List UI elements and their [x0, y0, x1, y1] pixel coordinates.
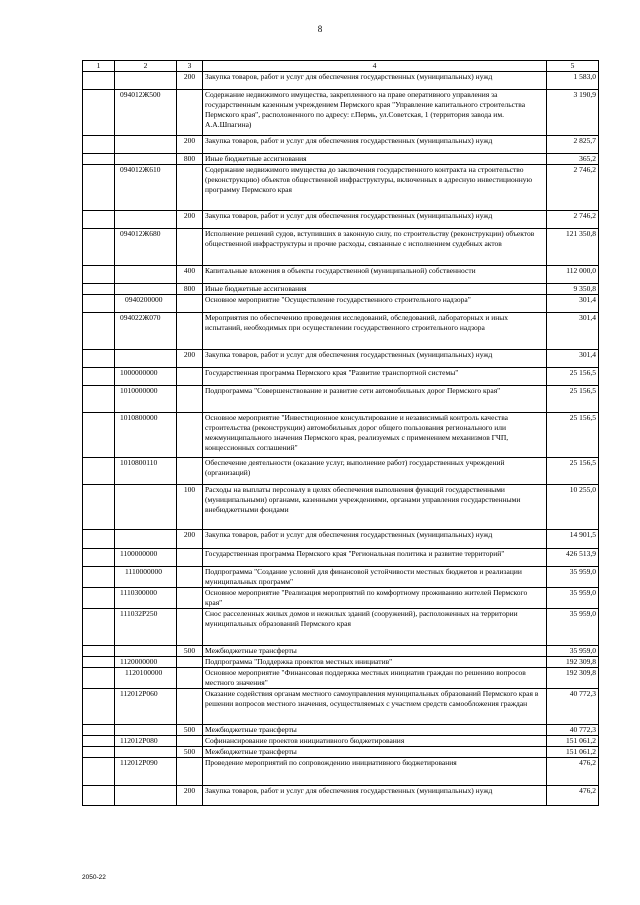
- table-row: [83, 485, 599, 530]
- vr-cell: 200: [177, 530, 203, 549]
- table-row: [83, 386, 599, 413]
- table-row: [83, 413, 599, 458]
- amount-cell: 476,2: [547, 758, 599, 786]
- cell-col1: [83, 229, 115, 266]
- vr-cell: 100: [177, 485, 203, 530]
- cell-col1: [83, 609, 115, 646]
- amount-cell: 476,2: [547, 786, 599, 806]
- cell-col1: [83, 350, 115, 368]
- table-row: [83, 646, 599, 657]
- amount-cell: 151 061,2: [547, 736, 599, 747]
- column-number-2: 2: [115, 61, 177, 72]
- code-cell: 094012Ж500: [115, 90, 177, 136]
- table-row: [83, 313, 599, 350]
- vr-cell: [177, 295, 203, 313]
- table-row: [83, 588, 599, 609]
- vr-cell: [177, 368, 203, 386]
- table-row: [83, 90, 599, 136]
- table-row: [83, 266, 599, 284]
- cell-col1: [83, 747, 115, 758]
- column-number-1: 1: [83, 61, 115, 72]
- description-cell: Мероприятия по обеспечению проведения исследований, обследований, лабораторных и иных испытаний, необходимых при осуществлении государственного строительного надзора: [203, 313, 547, 350]
- table-row: [83, 165, 599, 211]
- cell-col1: [83, 72, 115, 90]
- vr-cell: [177, 165, 203, 211]
- cell-col1: [83, 458, 115, 485]
- code-cell: 112012Р090: [115, 758, 177, 786]
- column-number-3: 3: [177, 61, 203, 72]
- page-number: 8: [317, 24, 323, 34]
- table-row: [83, 609, 599, 646]
- description-cell: Расходы на выплаты персоналу в целях обеспечения выполнения функций государственными (муниципальными) органами, казенными учреждениями, органами управления государственными внебюджетными фондами: [203, 485, 547, 530]
- cell-col1: [83, 758, 115, 786]
- code-cell: 111032Р250: [115, 609, 177, 646]
- description-cell: Закупка товаров, работ и услуг для обеспечения государственных (муниципальных) нужд: [203, 350, 547, 368]
- vr-cell: [177, 657, 203, 668]
- code-cell: [115, 266, 177, 284]
- vr-cell: [177, 229, 203, 266]
- cell-col1: [83, 646, 115, 657]
- table-row: [83, 747, 599, 758]
- code-cell: 1010800110: [115, 458, 177, 485]
- table-row: [83, 154, 599, 165]
- code-cell: 1100000000: [115, 549, 177, 567]
- code-cell: [115, 725, 177, 736]
- description-cell: Иные бюджетные ассигнования: [203, 284, 547, 295]
- amount-cell: 25 156,5: [547, 458, 599, 485]
- vr-cell: [177, 668, 203, 689]
- description-cell: Государственная программа Пермского края "Развитие транспортной системы": [203, 368, 547, 386]
- code-cell: [115, 786, 177, 806]
- vr-cell: 200: [177, 786, 203, 806]
- cell-col1: [83, 588, 115, 609]
- amount-cell: 301,4: [547, 313, 599, 350]
- amount-cell: 2 825,7: [547, 136, 599, 154]
- table-row: [83, 689, 599, 725]
- cell-col1: [83, 154, 115, 165]
- table-row: [83, 211, 599, 229]
- amount-cell: 35 959,0: [547, 609, 599, 646]
- code-cell: 1010000000: [115, 386, 177, 413]
- vr-cell: [177, 758, 203, 786]
- description-cell: Основное мероприятие "Реализация мероприятий по комфортному проживанию жителей Пермского края": [203, 588, 547, 609]
- description-cell: Содержание недвижимого имущества, закрепленного на праве оперативного управления за государственным казенным учреждением Пермского края "Управление капитального строительства Пермского края", расположенного по адресу: г.Пермь, ул.Советская, 1 (территория завода им. А.А.Шпагина): [203, 90, 547, 136]
- cell-col1: [83, 549, 115, 567]
- table-row: [83, 549, 599, 567]
- column-number-row: [83, 61, 599, 72]
- code-cell: [115, 530, 177, 549]
- code-cell: [115, 136, 177, 154]
- code-cell: 0940200000: [115, 295, 177, 313]
- description-cell: Межбюджетные трансферты: [203, 725, 547, 736]
- amount-cell: 151 061,2: [547, 747, 599, 758]
- cell-col1: [83, 165, 115, 211]
- vr-cell: 500: [177, 747, 203, 758]
- table-row: [83, 530, 599, 549]
- description-cell: Межбюджетные трансферты: [203, 646, 547, 657]
- vr-cell: 400: [177, 266, 203, 284]
- cell-col1: [83, 211, 115, 229]
- vr-cell: [177, 567, 203, 588]
- cell-col1: [83, 530, 115, 549]
- code-cell: 112012Р080: [115, 736, 177, 747]
- code-cell: [115, 350, 177, 368]
- table-row: [83, 786, 599, 806]
- cell-col1: [83, 736, 115, 747]
- amount-cell: 301,4: [547, 350, 599, 368]
- cell-col1: [83, 368, 115, 386]
- amount-cell: 2 746,2: [547, 211, 599, 229]
- amount-cell: 121 350,8: [547, 229, 599, 266]
- vr-cell: [177, 313, 203, 350]
- cell-col1: [83, 689, 115, 725]
- amount-cell: 426 513,9: [547, 549, 599, 567]
- code-cell: 1010800000: [115, 413, 177, 458]
- table-body: [83, 72, 599, 806]
- amount-cell: 9 350,8: [547, 284, 599, 295]
- description-cell: Закупка товаров, работ и услуг для обеспечения государственных (муниципальных) нужд: [203, 211, 547, 229]
- cell-col1: [83, 266, 115, 284]
- amount-cell: 3 190,9: [547, 90, 599, 136]
- vr-cell: 200: [177, 350, 203, 368]
- cell-col1: [83, 485, 115, 530]
- amount-cell: 365,2: [547, 154, 599, 165]
- vr-cell: 200: [177, 72, 203, 90]
- amount-cell: 1 583,0: [547, 72, 599, 90]
- code-cell: [115, 747, 177, 758]
- table-row: [83, 657, 599, 668]
- code-cell: 094012Ж610: [115, 165, 177, 211]
- description-cell: Подпрограмма "Создание условий для финансовой устойчивости местных бюджетов и реализации муниципальных программ": [203, 567, 547, 588]
- cell-col1: [83, 136, 115, 154]
- description-cell: Обеспечение деятельности (оказание услуг, выполнение работ) государственных учреждений (организаций): [203, 458, 547, 485]
- description-cell: Снос расселенных жилых домов и нежилых зданий (сооружений), расположенных на территории муниципальных образований Пермского края: [203, 609, 547, 646]
- amount-cell: 14 901,5: [547, 530, 599, 549]
- budget-table: [82, 60, 599, 806]
- column-number-5: 5: [547, 61, 599, 72]
- amount-cell: 25 156,5: [547, 413, 599, 458]
- table-row: [83, 458, 599, 485]
- description-cell: Закупка товаров, работ и услуг для обеспечения государственных (муниципальных) нужд: [203, 530, 547, 549]
- table-row: [83, 668, 599, 689]
- vr-cell: [177, 609, 203, 646]
- table-row: [83, 758, 599, 786]
- table-row: [83, 229, 599, 266]
- code-cell: [115, 154, 177, 165]
- amount-cell: 192 309,8: [547, 668, 599, 689]
- cell-col1: [83, 386, 115, 413]
- amount-cell: 10 255,0: [547, 485, 599, 530]
- description-cell: Основное мероприятие "Финансовая поддержка местных инициатив граждан по решению вопросов местного значения": [203, 668, 547, 689]
- table-row: [83, 736, 599, 747]
- description-cell: Проведение мероприятий по сопровождению инициативного бюджетирования: [203, 758, 547, 786]
- amount-cell: 192 309,8: [547, 657, 599, 668]
- code-cell: 094022Ж070: [115, 313, 177, 350]
- table-row: [83, 284, 599, 295]
- amount-cell: 2 746,2: [547, 165, 599, 211]
- code-cell: 1110300000: [115, 588, 177, 609]
- table-row: [83, 567, 599, 588]
- table-row: [83, 72, 599, 90]
- vr-cell: [177, 689, 203, 725]
- code-cell: [115, 211, 177, 229]
- vr-cell: 800: [177, 284, 203, 295]
- description-cell: Основное мероприятие "Осуществление государственного строительного надзора": [203, 295, 547, 313]
- table-row: [83, 368, 599, 386]
- cell-col1: [83, 668, 115, 689]
- description-cell: Закупка товаров, работ и услуг для обеспечения государственных (муниципальных) нужд: [203, 136, 547, 154]
- description-cell: Межбюджетные трансферты: [203, 747, 547, 758]
- column-number-4: 4: [203, 61, 547, 72]
- description-cell: Исполнение решений судов, вступивших в законную силу, по строительству (реконструкции) объектов общественной инфраструктуры и прочие расходы, связанные с исполнением судебных актов: [203, 229, 547, 266]
- amount-cell: 301,4: [547, 295, 599, 313]
- vr-cell: [177, 386, 203, 413]
- description-cell: Подпрограмма "Поддержка проектов местных инициатив": [203, 657, 547, 668]
- cell-col1: [83, 725, 115, 736]
- footer-code: 2050-22: [82, 874, 106, 881]
- vr-cell: [177, 90, 203, 136]
- cell-col1: [83, 786, 115, 806]
- description-cell: Содержание недвижимого имущества до заключения государственного контракта на строительство (реконструкцию) объектов общественной инфраструктуры, включенных в адресную инвестиционную программу Пермского края: [203, 165, 547, 211]
- amount-cell: 35 959,0: [547, 646, 599, 657]
- code-cell: 094012Ж680: [115, 229, 177, 266]
- amount-cell: 25 156,5: [547, 368, 599, 386]
- vr-cell: [177, 736, 203, 747]
- cell-col1: [83, 284, 115, 295]
- code-cell: [115, 284, 177, 295]
- amount-cell: 112 000,0: [547, 266, 599, 284]
- description-cell: Закупка товаров, работ и услуг для обеспечения государственных (муниципальных) нужд: [203, 72, 547, 90]
- code-cell: 1120100000: [115, 668, 177, 689]
- description-cell: Иные бюджетные ассигнования: [203, 154, 547, 165]
- vr-cell: [177, 549, 203, 567]
- cell-col1: [83, 413, 115, 458]
- cell-col1: [83, 567, 115, 588]
- vr-cell: 800: [177, 154, 203, 165]
- vr-cell: 500: [177, 725, 203, 736]
- amount-cell: 35 959,0: [547, 588, 599, 609]
- description-cell: Оказание содействия органам местного самоуправления муниципальных образований Пермского края в решении вопросов местного значения, осуществляемых с участием средств самообложения граждан: [203, 689, 547, 725]
- vr-cell: 200: [177, 211, 203, 229]
- code-cell: [115, 485, 177, 530]
- code-cell: 1000000000: [115, 368, 177, 386]
- code-cell: 1110000000: [115, 567, 177, 588]
- description-cell: Государственная программа Пермского края "Региональная политика и развитие территорий": [203, 549, 547, 567]
- vr-cell: [177, 588, 203, 609]
- code-cell: [115, 646, 177, 657]
- cell-col1: [83, 313, 115, 350]
- table-row: [83, 295, 599, 313]
- amount-cell: 35 959,0: [547, 567, 599, 588]
- vr-cell: 500: [177, 646, 203, 657]
- table-row: [83, 350, 599, 368]
- description-cell: Софинансирование проектов инициативного бюджетирования: [203, 736, 547, 747]
- description-cell: Основное мероприятие "Инвестиционное консультирование и независимый контроль качества строительства (реконструкции) автомобильных дорог общего пользования регионального или межмуниципального значения Пермского края, реализуемых с применением механизмов ГЧП, концессионных соглашений": [203, 413, 547, 458]
- description-cell: Закупка товаров, работ и услуг для обеспечения государственных (муниципальных) нужд: [203, 786, 547, 806]
- table-row: [83, 136, 599, 154]
- amount-cell: 25 156,5: [547, 386, 599, 413]
- vr-cell: 200: [177, 136, 203, 154]
- code-cell: 112012Р060: [115, 689, 177, 725]
- cell-col1: [83, 657, 115, 668]
- vr-cell: [177, 458, 203, 485]
- code-cell: [115, 72, 177, 90]
- code-cell: 1120000000: [115, 657, 177, 668]
- amount-cell: 40 772,3: [547, 725, 599, 736]
- description-cell: Капитальные вложения в объекты государственной (муниципальной) собственности: [203, 266, 547, 284]
- amount-cell: 40 772,3: [547, 689, 599, 725]
- cell-col1: [83, 295, 115, 313]
- cell-col1: [83, 90, 115, 136]
- description-cell: Подпрограмма "Совершенствование и развитие сети автомобильных дорог Пермского края": [203, 386, 547, 413]
- vr-cell: [177, 413, 203, 458]
- table-row: [83, 725, 599, 736]
